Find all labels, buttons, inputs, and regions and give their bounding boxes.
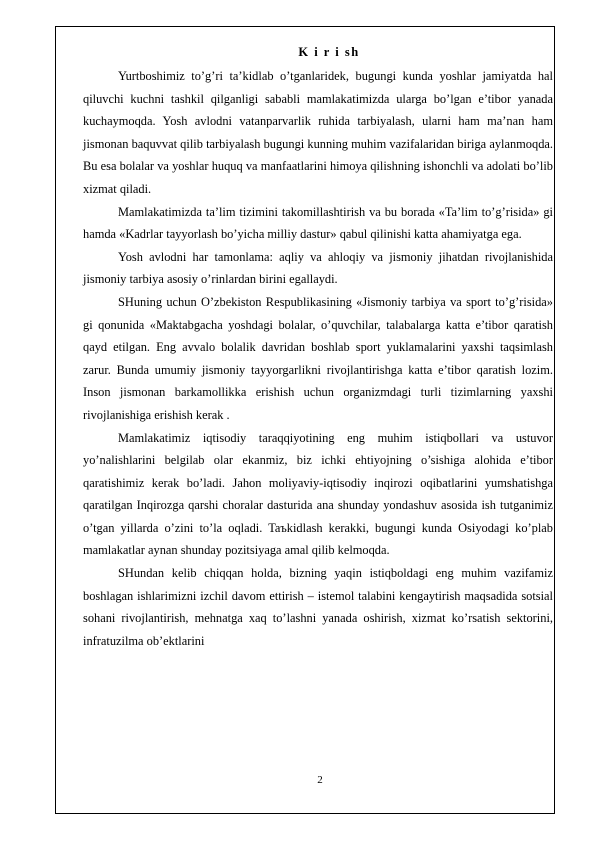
page-number: 2 (317, 774, 323, 786)
paragraph-3: Yosh avlodni har tamonlama: aqliy va ahloqiy va jismoniy jihatdan rivojlanishida jismoniy tarbiya asosiy o’rinlardan birini egallaydi. (83, 249, 553, 287)
paragraph-4: SHuning uchun O’zbekiston Respublikasining «Jismoniy tarbiya va sport to’g’risida» gi qonunida «Maktabgacha yoshdagi bolalar, o’quvchilar, talabalarga katta e’tibor qaratish qayd etilgan. Eng avvalo bolalik davridan boshlab sport yuklamalarini yaxshi taqsimlash zarur. Bunda umumiy jismoniy tayyorgarlikni rivojlantirishga katta e’tibor qaratish lozim. Inson jismonan barkamollikka erishish uchun organizmdagi turli tizimlarning yaxshi rivojlanishiga erishish kerak . (83, 294, 553, 422)
document-body (83, 43, 553, 652)
paragraph-5: Mamlakatimiz iqtisodiy taraqqiyotining eng muhim istiqbollari va ustuvor yo’nalishlarini belgilab olar ekanmiz, biz ichki ehtiyojning o’sishiga alohida e’tibor qaratishimiz kerak bo’ladi. Jahon moliyaviy-iqtisodiy inqirozi oqibatlarini yumshatishga qaratilgan Inqirozga qarshi choralar dasturida ana shunday yondashuv asosida ish tutganimiz o’tgan yillarda o’zini to’la oqladi. Taъkidlash kerakki, bugungi kunda Osiyodagi ko’plab mamlakatlar aynan shunday pozitsiyaga amal qilib kelmoqda. (83, 430, 553, 558)
section-title: K i r i sh (298, 45, 360, 59)
paragraph-1: Yurtboshimiz to’g’ri ta’kidlab o’tganlaridek, bugungi kunda yoshlar jamiyatda hal qiluvchi kuchni tashkil qilganligi sababli mamlakatimizda ularga bo’lgan e’tibor yanada kuchaymoqda. Yosh avlodni vatanparvarlik ruhida tarbiyalash, ularni ham ma’nan ham jismonan baquvvat qilib tarbiyalash bugungi kunning muhim vazifalaridan biriga aylanmoqda. Bu esa bolalar va yoshlar huquq va manfaatlarini himoya qilishning ishonchli va adolati bo’lib xizmat qiladi. (83, 69, 553, 196)
paragraph-2: Mamlakatimizda ta’lim tizimini takomillashtirish va bu borada «Ta’lim to’g’risida» gi hamda «Kadrlar tayyorlash bo’yicha milliy dastur» qabul qilinishi katta ahamiyatga ega. (83, 204, 553, 242)
paragraph-6: SHundan kelib chiqqan holda, bizning yaqin istiqboldagi eng muhim vazifamiz boshlagan ishlarimizni izchil davom ettirish – istemol talabini kengaytirish maqsadida sotsial sohani rivojlantirish, mehnatga xaq to’lashni yanada oshirish, xizmat ko’rsatish sektorini, infratuzilma ob’ektlarini (83, 566, 553, 648)
